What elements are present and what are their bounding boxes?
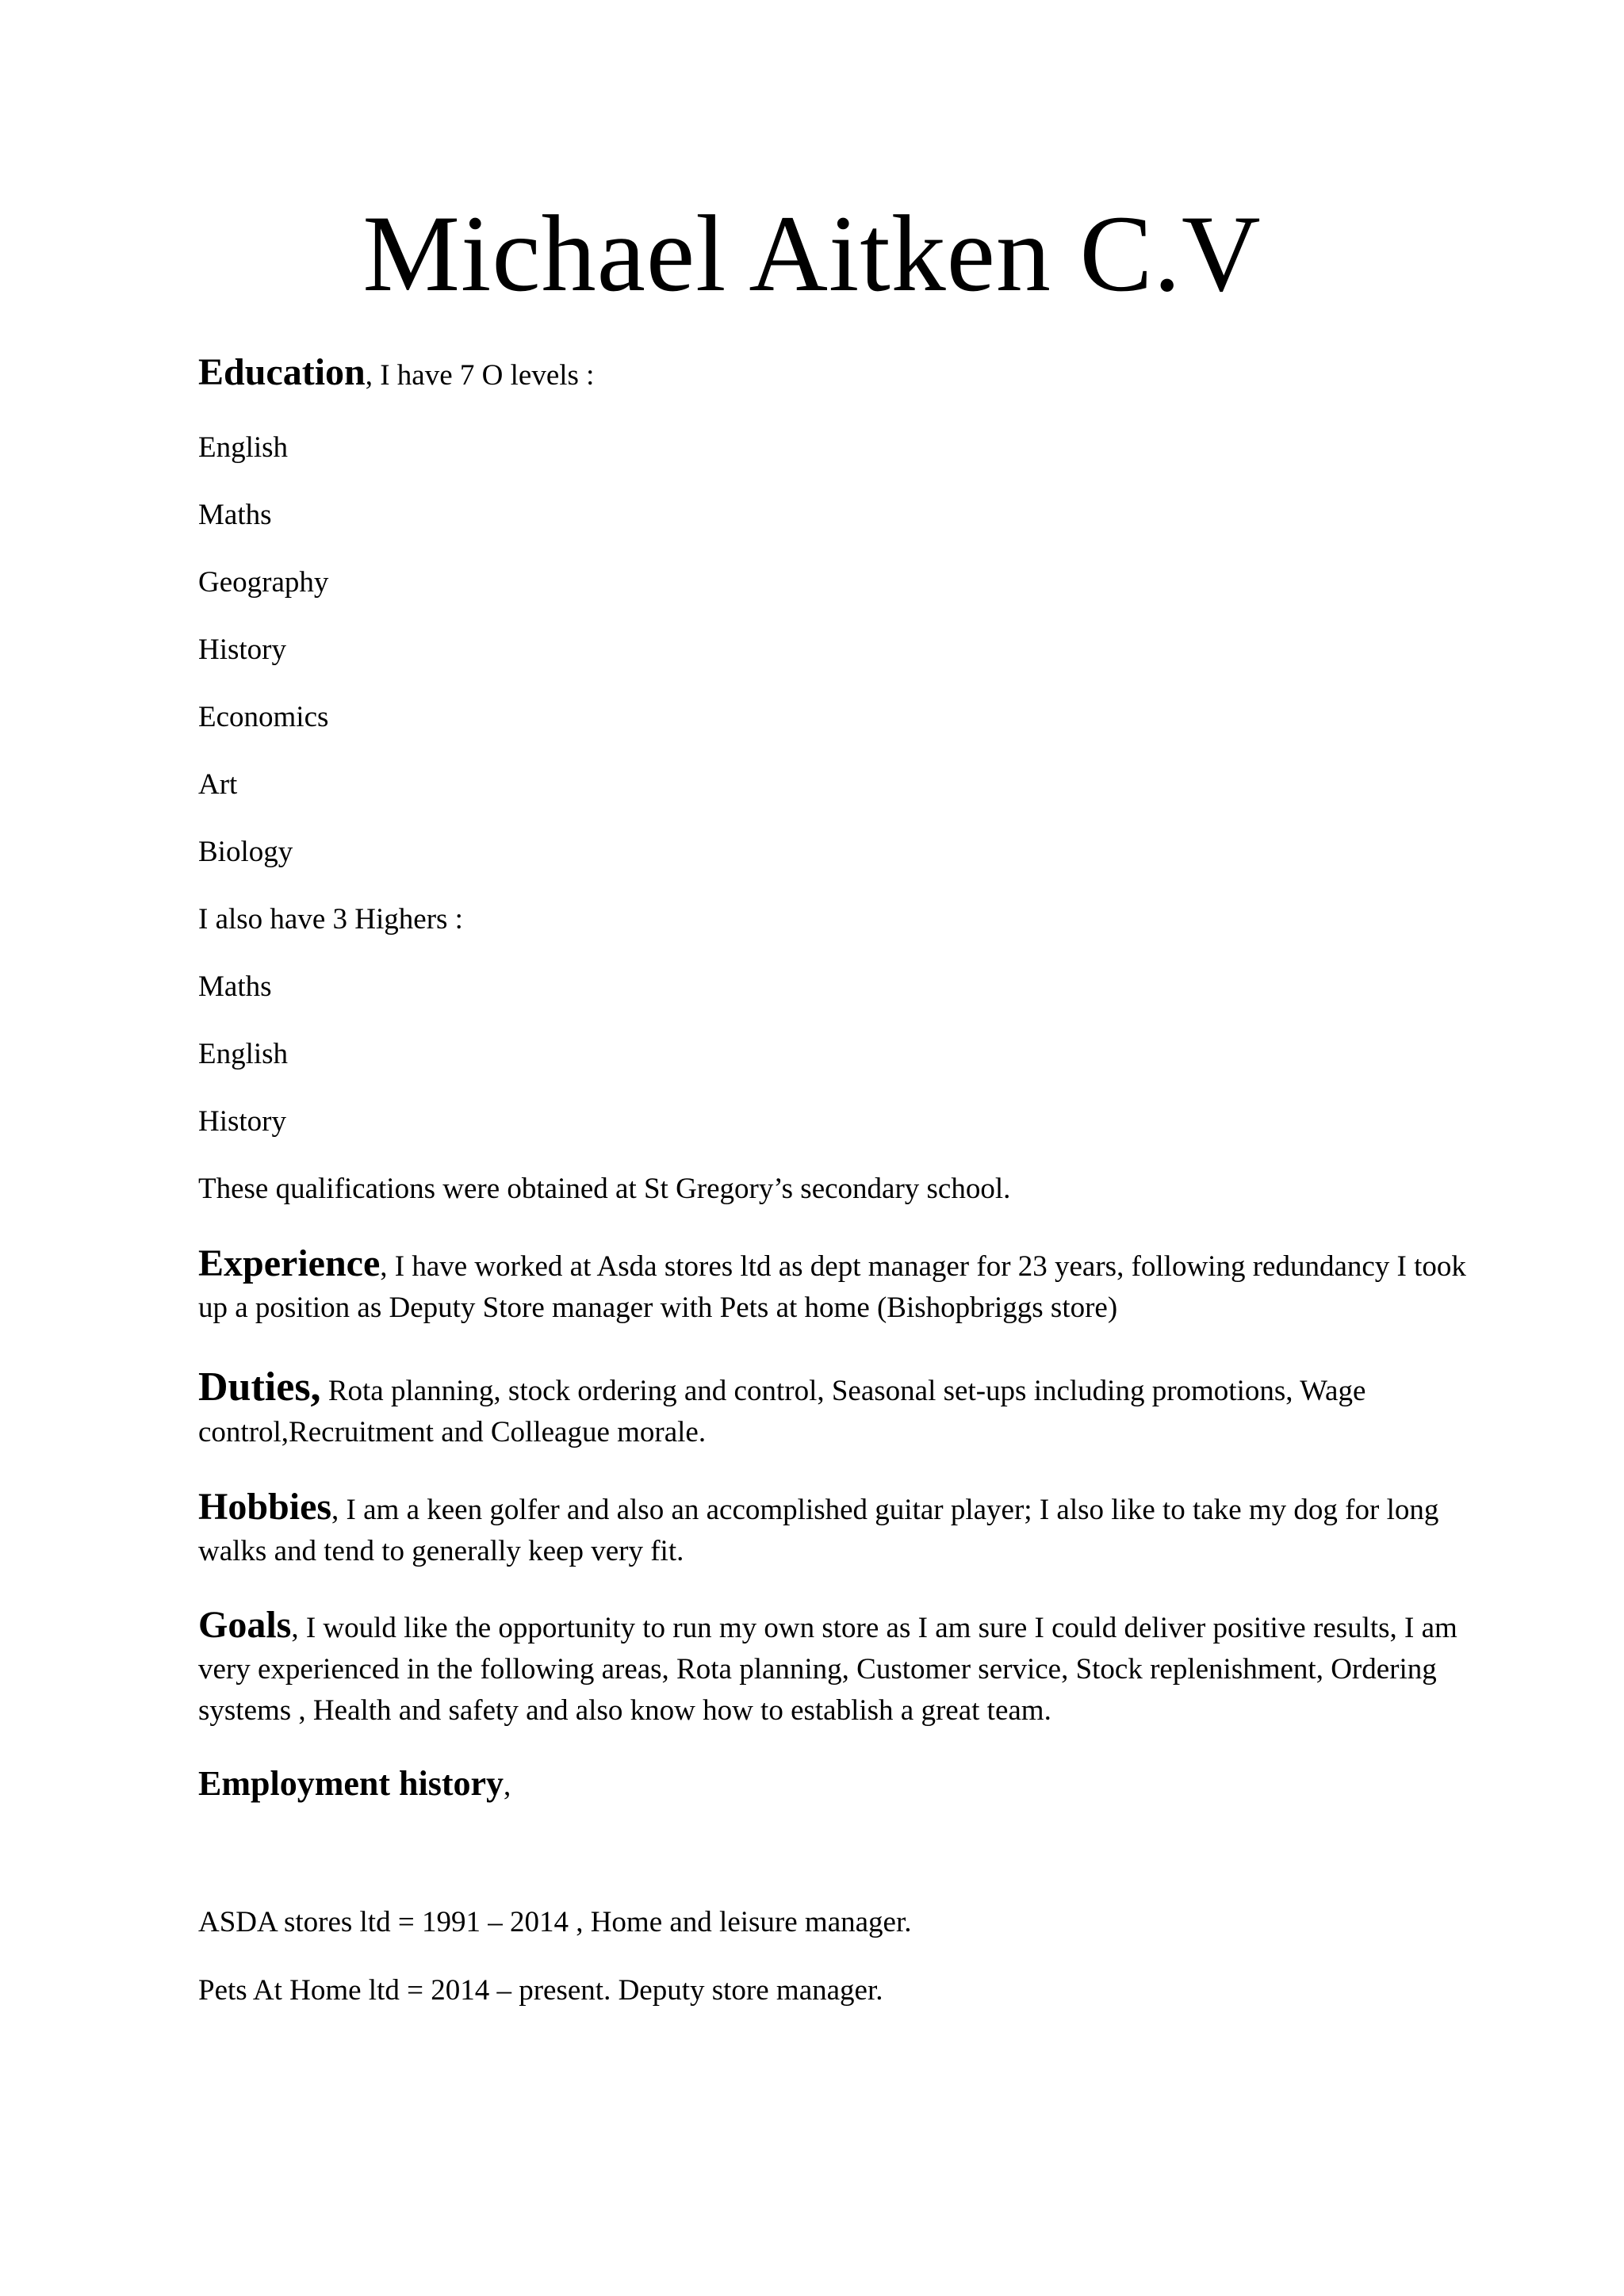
goals-text: , I would like the opportunity to run my own store as I am sure I could deliver positive results, I am very experienced in the following areas, Rota planning, Customer service, Stock replenishment, Ordering systems , Health and safety and also know how to establish a great team. [198, 1612, 1457, 1727]
higher-item: Maths [198, 970, 272, 1003]
experience-heading: Experience [198, 1242, 381, 1284]
experience-text: , I have worked at Asda stores ltd as dept manager for 23 years, following redundancy I took up a position as Deputy Store manager with Pets at home (Bishopbriggs store) [198, 1250, 1466, 1324]
employment-entry: ASDA stores ltd = 1991 – 2014 , Home and leisure manager. [198, 1906, 912, 1938]
employment-heading-suffix: , [504, 1770, 511, 1802]
hobbies-heading: Hobbies [198, 1486, 332, 1528]
employment-heading: Employment history [198, 1764, 504, 1803]
employment-entry: Pets At Home ltd = 2014 – present. Deputy store manager. [198, 1974, 883, 2007]
o-level-item: Art [198, 768, 238, 801]
school-note: These qualifications were obtained at St Gregory’s secondary school. [198, 1173, 1011, 1205]
employment-heading-line [198, 1764, 511, 1806]
higher-item: History [198, 1105, 286, 1138]
education-intro-text: , I have 7 O levels : [365, 359, 595, 392]
experience-section [198, 1243, 1467, 1329]
o-level-item: Biology [198, 836, 293, 868]
cv-title: Michael Aitken C.V [362, 193, 1262, 314]
goals-heading: Goals [198, 1604, 292, 1646]
duties-text: Rota planning, stock ordering and control, Seasonal set-ups including promotions, Wage control,Recruitment and Colleague morale. [198, 1375, 1366, 1448]
o-level-item: Economics [198, 701, 329, 733]
o-level-item: Maths [198, 499, 272, 531]
hobbies-section [198, 1487, 1467, 1572]
education-heading: Education [198, 351, 366, 393]
o-level-item: History [198, 633, 286, 666]
duties-heading: Duties, [198, 1364, 321, 1410]
o-level-item: English [198, 431, 289, 464]
highers-intro: I also have 3 Highers : [198, 903, 463, 936]
goals-section [198, 1605, 1467, 1732]
education-intro [198, 353, 594, 396]
higher-item: English [198, 1038, 289, 1070]
o-level-item: Geography [198, 566, 329, 599]
hobbies-text: , I am a keen golfer and also an accomplished guitar player; I also like to take my dog for long walks and tend to generally keep very fit. [198, 1494, 1439, 1567]
duties-section [198, 1364, 1467, 1453]
